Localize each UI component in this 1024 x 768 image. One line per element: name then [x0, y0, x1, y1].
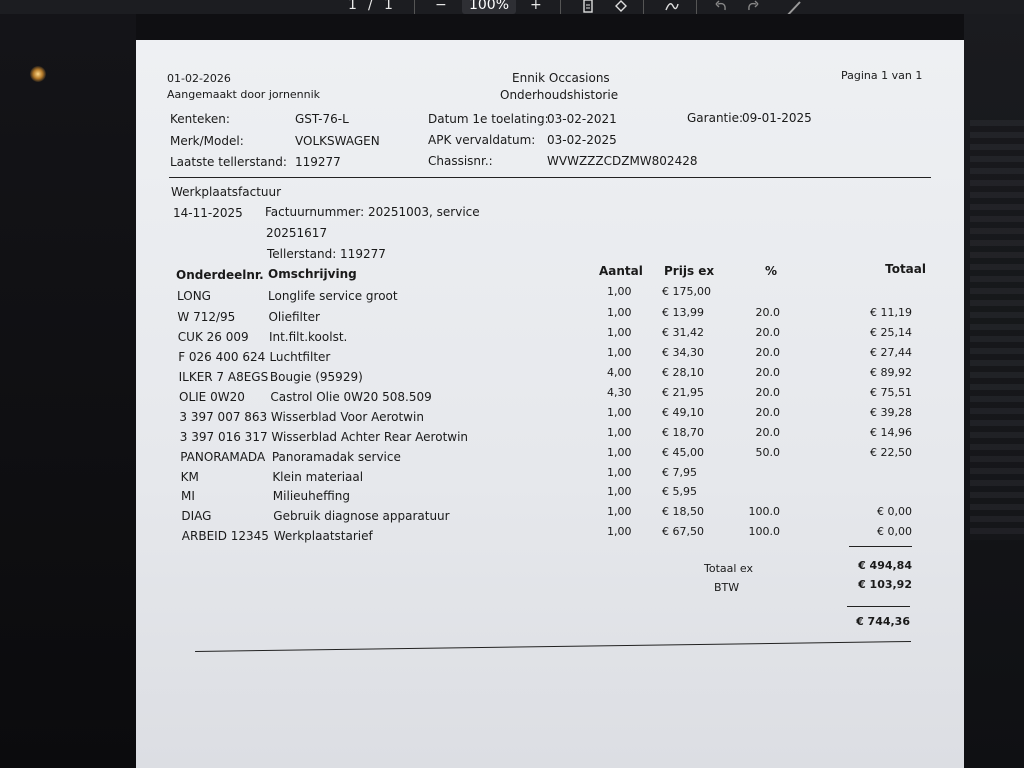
row-discount-percent: 50.0: [755, 446, 780, 459]
garantie-value: 09-01-2025: [742, 111, 812, 125]
row-description: Wisserblad Achter Rear Aerotwin: [271, 430, 469, 444]
undo-icon[interactable]: [714, 0, 728, 14]
print-date: 01-02-2026: [167, 72, 231, 85]
row-price: € 45,00: [662, 446, 704, 459]
total-rule: [847, 606, 910, 607]
row-part-number: CUK 26 009: [177, 330, 249, 344]
invoice-odometer: Tellerstand: 119277: [267, 247, 386, 261]
row-part-number: ARBEID 12345: [181, 529, 269, 543]
row-quantity: 1,00: [607, 525, 632, 538]
invoice-number: Factuurnummer: 20251003, service: [265, 205, 480, 219]
row-price: € 18,50: [662, 505, 704, 518]
row-quantity: 4,30: [607, 386, 632, 399]
row-description: Gebruik diagnose apparatuur: [273, 509, 450, 523]
row-total: € 14,96: [870, 426, 912, 439]
invoice-number-cont: 20251617: [266, 226, 328, 240]
kenteken-label: Kenteken:: [170, 112, 230, 126]
row-price: € 49,10: [662, 406, 704, 419]
pdf-toolbar: [0, 0, 1024, 14]
row-part-number: MI: [181, 489, 195, 503]
col-desc-header: Omschrijving: [268, 267, 357, 281]
row-discount-percent: 20.0: [755, 406, 780, 419]
document-page: [136, 40, 964, 768]
background-left: [0, 14, 136, 768]
row-quantity: 1,00: [607, 285, 632, 298]
row-part-number: DIAG: [181, 509, 212, 523]
row-total: € 25,14: [870, 326, 912, 339]
row-discount-percent: 100.0: [748, 525, 780, 538]
row-part-number: OLIE 0W20: [179, 390, 245, 404]
row-part-number: PANORAMADA: [180, 450, 266, 464]
kenteken-value: GST-76-L: [295, 112, 349, 126]
row-price: € 5,95: [662, 485, 697, 498]
row-price: € 13,99: [662, 306, 704, 319]
row-price: € 175,00: [662, 285, 711, 298]
row-price: € 34,30: [662, 346, 704, 359]
row-quantity: 1,00: [607, 406, 632, 419]
col-price-header: Prijs ex: [664, 264, 715, 278]
redo-icon[interactable]: [746, 0, 760, 14]
row-discount-percent: 20.0: [755, 366, 780, 379]
row-price: € 31,42: [662, 326, 704, 339]
row-description: Klein materiaal: [272, 470, 364, 484]
chassis-value: WVWZZZCDZMW802428: [547, 154, 698, 168]
row-description: Longlife service groot: [268, 289, 398, 303]
apk-value: 03-02-2025: [547, 133, 617, 147]
row-quantity: 1,00: [607, 505, 632, 518]
row-description: Luchtfilter: [269, 350, 331, 364]
row-part-number: 3 397 007 863: [179, 410, 268, 424]
invoice-date: 14-11-2025: [173, 206, 243, 220]
row-total: € 75,51: [870, 386, 912, 399]
row-total: € 22,50: [870, 446, 912, 459]
row-quantity: 4,00: [607, 366, 632, 379]
page-current[interactable]: 1: [348, 0, 357, 13]
row-description: Bougie (95929): [269, 370, 363, 384]
row-quantity: 1,00: [607, 466, 632, 479]
col-pct-header: %: [765, 264, 778, 278]
row-part-number: KM: [180, 470, 199, 484]
btw-value: € 103,92: [858, 578, 912, 591]
row-total: € 89,92: [870, 366, 912, 379]
document-subtitle: Onderhoudshistorie: [500, 88, 619, 102]
grand-total-value: € 744,36: [856, 615, 910, 628]
viewer-backdrop: [0, 14, 1024, 40]
col-qty-header: Aantal: [599, 264, 643, 278]
row-discount-percent: 20.0: [755, 346, 780, 359]
row-price: € 7,95: [662, 466, 697, 479]
page-separator: /: [368, 0, 373, 13]
row-quantity: 1,00: [607, 485, 632, 498]
row-total: € 0,00: [877, 505, 912, 518]
row-part-number: LONG: [177, 289, 211, 303]
toolbar-divider: [560, 0, 561, 14]
zoom-level[interactable]: 100%: [462, 0, 516, 14]
row-total: € 11,19: [870, 306, 912, 319]
page-total: 1: [384, 0, 393, 13]
draw-icon[interactable]: [664, 0, 680, 14]
created-by: Aangemaakt door jornennik: [167, 88, 321, 101]
merk-label: Merk/Model:: [170, 134, 244, 148]
teller-label: Laatste tellerstand:: [170, 155, 287, 169]
row-total: € 0,00: [877, 525, 912, 538]
row-price: € 67,50: [662, 525, 704, 538]
total-ex-value: € 494,84: [858, 559, 912, 572]
row-part-number: F 026 400 624: [178, 350, 266, 364]
row-quantity: 1,00: [607, 306, 632, 319]
row-description: Panoramadak service: [271, 450, 401, 464]
row-total: € 27,44: [870, 346, 912, 359]
header-divider: [169, 177, 931, 178]
row-discount-percent: 20.0: [755, 326, 780, 339]
invoice-type: Werkplaatsfactuur: [171, 185, 282, 199]
zoom-in-button[interactable]: +: [530, 0, 542, 13]
merk-value: VOLKSWAGEN: [295, 134, 380, 148]
row-description: Milieuheffing: [272, 489, 350, 503]
row-price: € 18,70: [662, 426, 704, 439]
row-description: Int.filt.koolst.: [268, 330, 348, 344]
garantie-label: Garantie:: [687, 111, 744, 125]
row-price: € 28,10: [662, 366, 704, 379]
btw-label: BTW: [714, 581, 740, 594]
row-quantity: 1,00: [607, 446, 632, 459]
col-total-header: Totaal: [885, 262, 926, 276]
row-quantity: 1,00: [607, 326, 632, 339]
toelating-value: 03-02-2021: [547, 112, 617, 126]
footer-divider: [195, 641, 911, 652]
total-ex-label: Totaal ex: [704, 562, 754, 575]
col-part-header: Onderdeelnr.: [176, 268, 264, 282]
apk-label: APK vervaldatum:: [428, 133, 536, 147]
row-description: Oliefilter: [268, 310, 320, 324]
company-name: Ennik Occasions: [512, 71, 610, 85]
subtotal-rule: [849, 546, 912, 547]
row-description: Werkplaatstarief: [273, 529, 373, 543]
toelating-label: Datum 1e toelating:: [428, 112, 549, 126]
teller-value: 119277: [295, 155, 341, 169]
chassis-label: Chassisnr.:: [428, 154, 493, 168]
row-discount-percent: 20.0: [755, 306, 780, 319]
rotate-icon[interactable]: [613, 0, 629, 14]
row-part-number: W 712/95: [177, 310, 236, 324]
page-info: Pagina 1 van 1: [841, 69, 923, 82]
toolbar-divider: [643, 0, 644, 14]
fit-page-icon[interactable]: [581, 0, 595, 14]
row-description: Wisserblad Voor Aerotwin: [270, 410, 424, 424]
row-part-number: ILKER 7 A8EGS: [178, 370, 269, 384]
row-discount-percent: 20.0: [755, 426, 780, 439]
row-discount-percent: 20.0: [755, 386, 780, 399]
row-price: € 21,95: [662, 386, 704, 399]
toolbar-divider: [696, 0, 697, 14]
row-discount-percent: 100.0: [748, 505, 780, 518]
window-blinds: [970, 120, 1024, 540]
lamp-glow: [30, 66, 46, 82]
zoom-out-button[interactable]: −: [435, 0, 447, 13]
row-total: € 39,28: [870, 406, 912, 419]
row-description: Castrol Olie 0W20 508.509: [270, 390, 432, 404]
row-part-number: 3 397 016 317: [179, 430, 268, 444]
row-quantity: 1,00: [607, 426, 632, 439]
toolbar-divider: [414, 0, 415, 14]
row-quantity: 1,00: [607, 346, 632, 359]
